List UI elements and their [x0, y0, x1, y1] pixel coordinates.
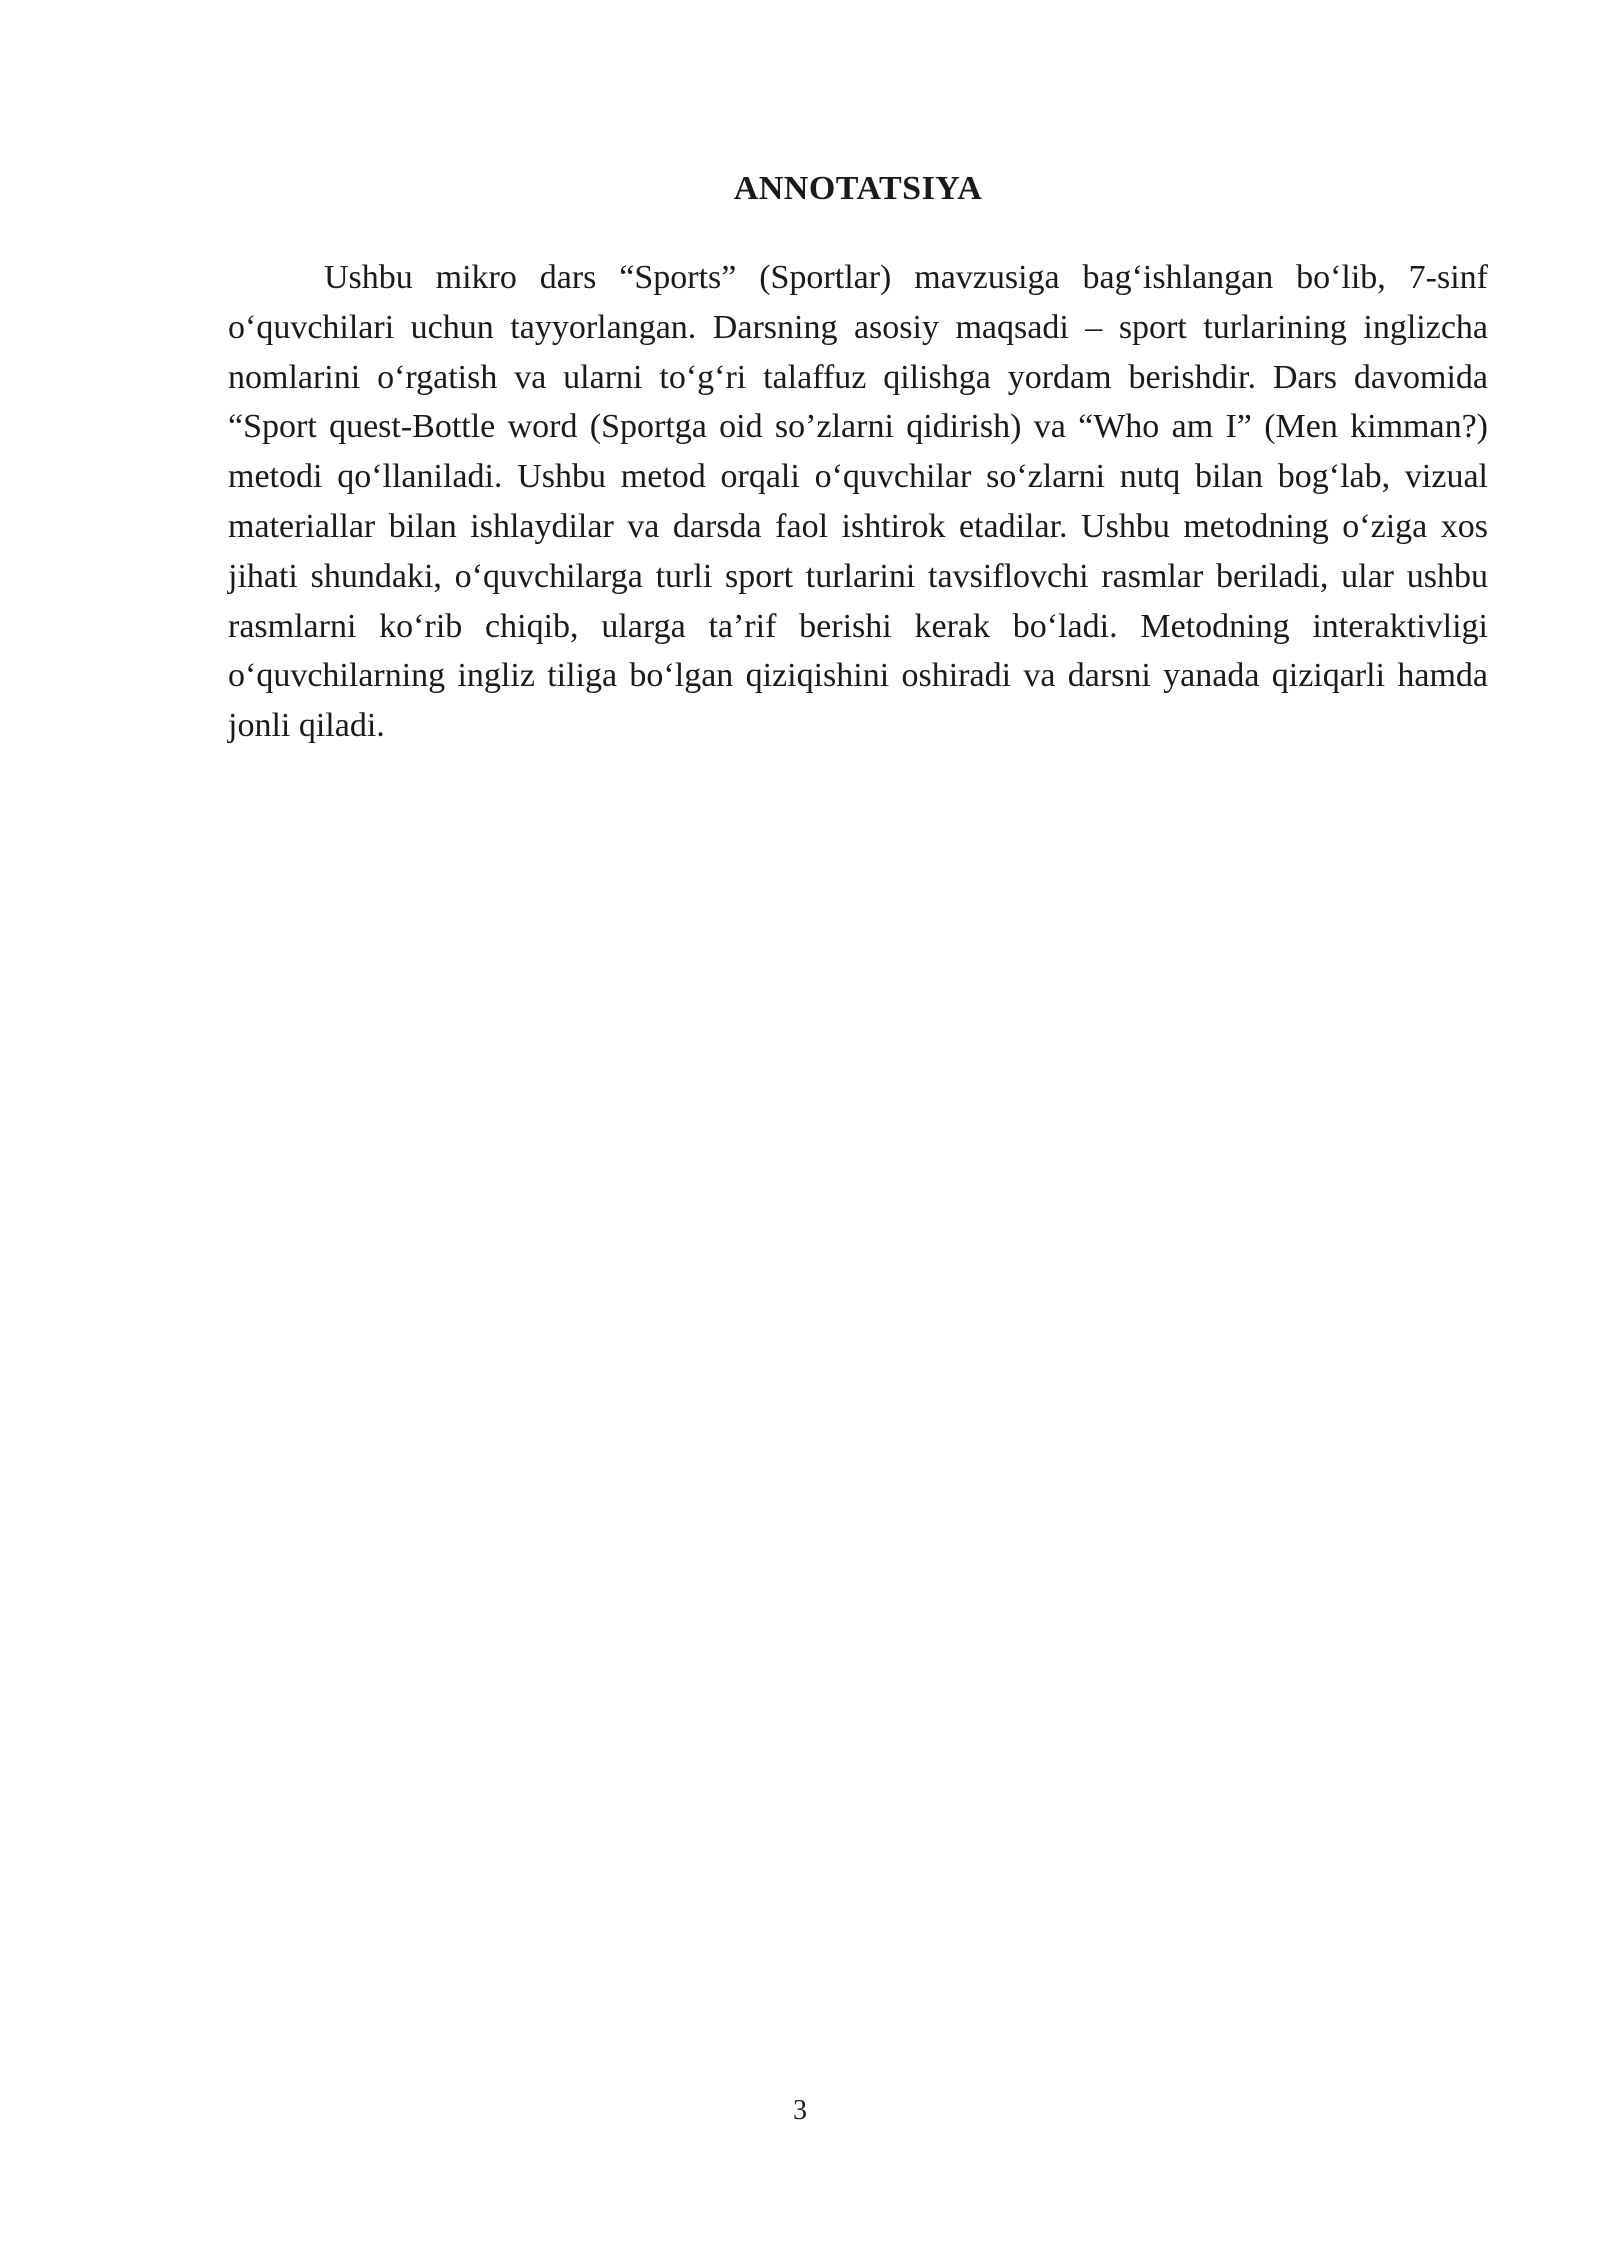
annotation-paragraph: Ushbu mikro dars “Sports” (Sportlar) mavzusiga bag‘ishlangan bo‘lib, 7-sinf o‘quvchilari uchun tayyorlangan. Darsning asosiy maqsadi – sport turlarining inglizcha nomlarini o‘rgatish va ularni to‘g‘ri talaffuz qilishga yordam berishdir. Dars davomida “Sport quest-Bottle word (Sportga oid so’zlarni qidirish) va “Who am I” (Men kimman?) metodi qo‘llaniladi. Ushbu metod orqali o‘quvchilar so‘zlarni nutq bilan bog‘lab, vizual materiallar bilan ishlaydilar va darsda faol ishtirok etadilar. Ushbu metodning o‘ziga xos jihati shundaki, o‘quvchilarga turli sport turlarini tavsiflovchi rasmlar beriladi, ular ushbu rasmlarni ko‘rib chiqib, ularga ta’rif berishi kerak bo‘ladi. Metodning interaktivligi o‘quvchilarning ingliz tiliga bo‘lgan qiziqishini oshiradi va darsni yanada qiziqarli hamda jonli qiladi.	[228, 259, 1488, 745]
page-number: 3	[793, 2095, 807, 2126]
page-title: ANNOTATSIYA	[733, 170, 983, 207]
